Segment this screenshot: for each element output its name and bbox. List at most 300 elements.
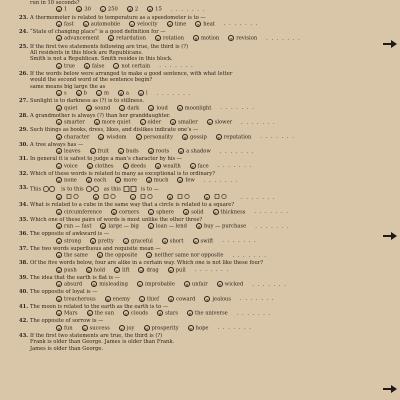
option-letter-circle[interactable]: e [230, 36, 233, 42]
answer-option[interactable] [113, 63, 150, 70]
option-letter-circle[interactable]: b [100, 134, 103, 140]
option-letter-circle[interactable]: e [178, 105, 181, 111]
option-letter-circle[interactable]: c [120, 325, 123, 331]
option-letter-circle[interactable]: e [179, 178, 182, 184]
option-letter-circle[interactable]: d [197, 224, 201, 230]
option-letter-circle[interactable]: d [183, 134, 187, 140]
option-letter-circle[interactable]: c [124, 238, 128, 244]
option-letter-circle[interactable]: b [87, 267, 90, 273]
option-label: quiet [64, 105, 78, 112]
option-label: lift [122, 267, 130, 274]
answer-option[interactable] [182, 134, 207, 141]
option-label: gossip [190, 134, 207, 141]
answer-option[interactable] [90, 148, 110, 155]
answer-option[interactable] [190, 163, 209, 170]
answer-option[interactable] [56, 177, 77, 184]
answer-options [30, 193, 400, 201]
question-item [18, 156, 400, 170]
answer-option[interactable] [177, 105, 212, 112]
option-letter-circle[interactable]: d [147, 178, 151, 184]
answer-leader-dots: . . . . . . . [159, 63, 194, 70]
question-number: 31. [18, 156, 28, 163]
answer-option[interactable] [228, 35, 257, 42]
option-letter-circle[interactable]: c [148, 253, 151, 259]
answer-option[interactable] [86, 267, 105, 274]
answer-option[interactable] [204, 193, 232, 201]
option-letter-circle[interactable]: e [179, 149, 183, 155]
option-letter-circle[interactable]: c [131, 21, 134, 27]
option-letter-circle[interactable]: c [101, 7, 104, 13]
option-letter-circle[interactable]: b [98, 253, 102, 259]
option-label: fruit [97, 148, 109, 155]
answer-option[interactable] [195, 21, 215, 28]
question-item [18, 318, 400, 332]
answer-leader-dots: . . . . . . . [241, 119, 276, 126]
answer-option[interactable] [140, 119, 162, 126]
question-number: 36. [18, 231, 28, 238]
option-letter-circle[interactable]: e [188, 311, 192, 317]
option-letter-circle[interactable]: b [84, 21, 87, 27]
option-letter-circle[interactable]: c [119, 149, 123, 155]
answer-option[interactable] [119, 325, 135, 332]
option-label: not certain [121, 63, 151, 70]
answer-option[interactable] [76, 6, 91, 13]
answer-option[interactable] [56, 35, 99, 42]
answer-option[interactable] [129, 21, 157, 28]
answer-option[interactable] [123, 238, 153, 245]
option-letter-circle[interactable]: a [57, 36, 61, 42]
option-label: b [83, 90, 87, 97]
answer-option[interactable] [138, 90, 148, 97]
answer-option[interactable] [56, 193, 84, 201]
answer-option[interactable] [146, 252, 223, 259]
answer-option[interactable] [167, 193, 195, 201]
answer-option[interactable] [138, 267, 158, 274]
option-letter-circle[interactable]: a [57, 238, 61, 244]
answer-option[interactable] [93, 193, 121, 201]
option-letter-circle[interactable]: c [140, 296, 144, 302]
option-letter-circle[interactable]: d [168, 195, 172, 201]
option-letter-circle[interactable]: e [189, 325, 192, 331]
answer-option[interactable] [136, 134, 173, 141]
option-letter-circle[interactable]: d [128, 7, 132, 13]
question-number: 27. [18, 98, 28, 105]
option-letter-circle[interactable]: d [184, 209, 188, 215]
option-letter-circle[interactable]: c [141, 120, 144, 126]
question-text: Which of these words is related to many as exceptional is to ordinary? [30, 170, 215, 177]
option-label: Mars [64, 310, 78, 317]
answer-options [30, 223, 400, 230]
arrow-right-icon [383, 40, 397, 48]
option-letter-circle[interactable]: c [125, 311, 128, 317]
answer-option[interactable] [115, 177, 137, 184]
option-label: leaves [64, 148, 81, 155]
option-label: wisdom [106, 134, 127, 141]
option-letter-circle[interactable]: d [171, 120, 175, 126]
option-letter-circle[interactable]: c [156, 36, 160, 42]
question-item [18, 29, 400, 42]
answer-option[interactable] [168, 296, 195, 303]
answer-option[interactable] [84, 63, 104, 70]
question-number: 28. [18, 112, 28, 119]
answer-option[interactable] [155, 35, 184, 42]
option-letter-circle[interactable]: c [115, 63, 118, 69]
option-letter-circle[interactable]: e [218, 282, 221, 288]
answer-option[interactable] [118, 90, 129, 97]
answer-leader-dots: . . . . . . . [266, 35, 301, 42]
question-text: If the first two statements are true, the third is (?) [30, 332, 163, 339]
option-letter-circle[interactable]: d [163, 238, 166, 244]
answer-options [30, 177, 400, 184]
option-letter-circle[interactable]: e [169, 267, 172, 273]
option-letter-circle[interactable]: a [57, 195, 61, 201]
answer-option[interactable] [187, 310, 228, 317]
answer-option[interactable] [56, 6, 67, 13]
option-letter-circle[interactable]: e [191, 163, 194, 169]
option-letter-circle[interactable]: a [57, 63, 61, 69]
figure-icon [177, 193, 193, 201]
answer-option[interactable] [56, 148, 81, 155]
option-letter-circle[interactable]: c [117, 178, 120, 184]
option-letter-circle[interactable]: b [109, 36, 113, 42]
answer-option[interactable] [146, 177, 169, 184]
option-letter-circle[interactable]: d [158, 311, 162, 317]
question-number: 39. [18, 274, 28, 281]
option-letter-circle[interactable]: a [57, 253, 61, 259]
option-letter-circle[interactable]: b [88, 105, 91, 111]
answer-option[interactable] [123, 163, 146, 170]
answer-options [30, 148, 400, 155]
answer-option[interactable] [56, 296, 96, 303]
answer-option[interactable] [91, 281, 128, 288]
answer-option[interactable] [56, 209, 102, 216]
option-label: advancement [64, 35, 100, 42]
answer-option[interactable] [56, 134, 89, 141]
answer-option[interactable] [111, 209, 139, 216]
answer-option[interactable] [97, 252, 138, 259]
option-letter-circle[interactable]: c [121, 105, 124, 111]
option-letter-circle[interactable]: d [185, 282, 189, 288]
answer-option[interactable] [108, 35, 146, 42]
option-letter-circle[interactable]: b [87, 178, 91, 184]
option-letter-circle[interactable]: d [145, 325, 148, 331]
answer-option[interactable] [56, 238, 81, 245]
option-letter-circle[interactable]: a [57, 91, 61, 97]
option-label: pretty [98, 238, 114, 245]
option-label: more quiet [101, 119, 131, 126]
option-letter-circle[interactable]: a [57, 267, 61, 273]
option-label: none [64, 177, 77, 184]
option-label: pull [175, 267, 186, 274]
answer-option[interactable] [213, 209, 246, 216]
option-letter-circle[interactable]: c [149, 224, 152, 230]
answer-option[interactable] [177, 177, 194, 184]
answer-option[interactable] [82, 325, 110, 332]
answer-options [30, 296, 400, 303]
answer-options [30, 119, 400, 126]
option-letter-circle[interactable]: c [150, 209, 153, 215]
answer-option[interactable] [56, 163, 78, 170]
question-number: 37. [18, 245, 28, 252]
question-text: The moon is related to the earth as the earth is to — [30, 303, 169, 310]
option-label: enemy [112, 296, 130, 303]
answer-leader-dots: . . . . . . . [170, 6, 206, 13]
option-letter-circle[interactable]: d [149, 149, 152, 155]
answer-option[interactable] [90, 238, 114, 245]
answer-leader-dots: . . . . . . . [156, 90, 192, 97]
option-letter-circle[interactable]: a [57, 134, 61, 140]
option-label: time [174, 21, 187, 28]
question-item [18, 332, 400, 352]
question-text: Sunlight is to darkness as (?) is to stillness. [30, 98, 145, 105]
option-label: s [64, 90, 67, 97]
question-item [18, 14, 400, 28]
answer-leader-dots: . . . . . . . [236, 310, 272, 317]
option-letter-circle[interactable]: a [57, 163, 61, 169]
question-text: run in 10 seconds? [30, 0, 80, 6]
answer-option[interactable] [148, 105, 167, 112]
answer-option[interactable] [147, 6, 162, 13]
option-label: buy — purchase [203, 223, 247, 230]
option-label: fast [64, 21, 74, 28]
option-letter-circle[interactable]: b [102, 224, 105, 230]
answer-option[interactable] [157, 310, 178, 317]
option-letter-circle[interactable]: b [112, 209, 116, 215]
answer-option[interactable] [56, 325, 73, 332]
option-letter-circle[interactable]: e [194, 238, 197, 244]
option-letter-circle[interactable]: e [139, 91, 143, 97]
answer-option[interactable] [76, 90, 87, 97]
option-letter-circle[interactable]: b [88, 311, 91, 317]
answer-option[interactable] [56, 21, 74, 28]
answer-option[interactable] [87, 310, 115, 317]
option-letter-circle[interactable]: b [91, 238, 95, 244]
answer-option[interactable] [162, 238, 184, 245]
answer-option[interactable] [137, 281, 175, 288]
option-label: short [169, 238, 184, 245]
answer-option[interactable] [94, 119, 131, 126]
answer-option[interactable] [196, 223, 246, 230]
option-letter-circle[interactable]: c [116, 267, 119, 273]
option-letter-circle[interactable]: d [194, 36, 198, 42]
option-letter-circle[interactable]: a [57, 120, 61, 126]
answer-option[interactable] [148, 148, 169, 155]
option-letter-circle[interactable]: b [77, 91, 80, 97]
option-letter-circle[interactable]: b [93, 282, 96, 288]
option-letter-circle[interactable]: a [57, 178, 61, 184]
option-label: roots [155, 148, 170, 155]
answer-option[interactable] [83, 21, 120, 28]
option-letter-circle[interactable]: a [57, 325, 61, 331]
option-letter-circle[interactable]: b [78, 7, 81, 13]
option-letter-circle[interactable]: c [124, 163, 127, 169]
option-letter-circle[interactable]: e [214, 209, 217, 215]
option-label: neither same nor opposite [154, 252, 224, 259]
answer-option[interactable] [56, 90, 67, 97]
option-label: smaller [178, 119, 198, 126]
option-label: dark [127, 105, 140, 112]
answer-option[interactable] [193, 238, 214, 245]
option-label: heat [203, 21, 215, 28]
option-letter-circle[interactable]: a [57, 149, 61, 155]
option-letter-circle[interactable]: b [91, 149, 94, 155]
option-letter-circle[interactable]: b [94, 195, 98, 201]
option-label: each [93, 177, 107, 184]
answer-leader-dots: . . . . . . . [260, 134, 295, 141]
option-label: clothes [94, 163, 114, 170]
option-label: hold [93, 267, 106, 274]
answer-option[interactable] [178, 148, 211, 155]
option-label: rotation [163, 35, 184, 42]
question-item [18, 231, 400, 245]
answer-options [30, 209, 400, 216]
answer-option[interactable] [193, 35, 219, 42]
option-letter-circle[interactable]: c [137, 134, 140, 140]
question-item [18, 98, 400, 112]
answer-leader-dots: . . . . . . . [222, 238, 257, 245]
answer-option[interactable] [87, 163, 114, 170]
option-letter-circle[interactable]: d [156, 163, 160, 169]
answer-option[interactable] [56, 119, 85, 126]
answer-options [30, 134, 400, 141]
option-letter-circle[interactable]: d [119, 91, 123, 97]
option-label: character [64, 134, 90, 141]
question-text-part: is to — [140, 186, 159, 193]
answer-option[interactable] [86, 177, 106, 184]
question-text: A tree always has — [30, 141, 84, 148]
option-label: older [147, 119, 162, 126]
question-text-part: is to this [61, 186, 84, 193]
answer-option[interactable] [216, 134, 252, 141]
question-text [30, 185, 400, 193]
option-label: jealous [212, 296, 232, 303]
option-letter-circle[interactable]: a [57, 296, 61, 302]
option-letter-circle[interactable]: a [57, 311, 61, 317]
option-letter-circle[interactable]: e [205, 195, 209, 201]
option-letter-circle[interactable]: c [131, 195, 135, 201]
option-letter-circle[interactable]: e [197, 21, 200, 27]
answer-option[interactable] [105, 296, 130, 303]
option-letter-circle[interactable]: a [57, 282, 61, 288]
answer-leader-dots: . . . . . . . [240, 296, 275, 303]
answer-option[interactable] [56, 281, 82, 288]
answer-leader-dots: . . . . . . . [254, 209, 289, 216]
answer-option[interactable] [56, 267, 77, 274]
question-item [18, 170, 400, 184]
answer-option[interactable] [86, 105, 110, 112]
option-letter-circle[interactable]: a [57, 224, 61, 230]
answer-option[interactable] [139, 296, 159, 303]
option-letter-circle[interactable]: b [88, 163, 91, 169]
answer-option[interactable] [168, 267, 186, 274]
option-letter-circle[interactable]: b [83, 325, 86, 331]
answer-option[interactable] [118, 148, 139, 155]
answer-options [30, 21, 400, 28]
option-letter-circle[interactable]: c [138, 282, 141, 288]
answer-option[interactable] [56, 310, 78, 317]
answer-option[interactable] [184, 281, 208, 288]
option-letter-circle[interactable]: d [168, 21, 171, 27]
answer-option[interactable] [100, 223, 138, 230]
answer-option[interactable] [183, 209, 203, 216]
option-letter-circle[interactable]: d [150, 105, 153, 111]
question-text: What is related to a cube in the same way that a circle is related to a square? [30, 202, 235, 209]
option-label: 30 [84, 6, 91, 13]
answer-option[interactable] [98, 134, 126, 141]
option-letter-circle[interactable]: d [169, 296, 173, 302]
figure-icon [123, 185, 139, 193]
option-label: moonlight [184, 105, 212, 112]
answer-leader-dots: . . . . . . . [194, 267, 230, 274]
answer-option[interactable] [170, 119, 198, 126]
answer-option[interactable] [56, 105, 77, 112]
answer-option[interactable] [167, 21, 187, 28]
option-letter-circle[interactable]: a [57, 7, 61, 13]
answer-option[interactable] [119, 105, 139, 112]
answer-option[interactable] [56, 223, 91, 230]
option-letter-circle[interactable]: b [95, 120, 98, 126]
option-letter-circle[interactable]: e [148, 7, 152, 13]
answer-option[interactable] [204, 296, 231, 303]
option-label: revision [236, 35, 258, 42]
answer-option[interactable] [127, 6, 138, 13]
answer-option[interactable] [155, 163, 181, 170]
answer-option[interactable] [207, 119, 232, 126]
option-letter-circle[interactable]: a [57, 21, 61, 27]
question-item [18, 303, 400, 317]
answer-option[interactable] [144, 325, 179, 332]
question-text: Of the five words below, four are alike in a certain way. Which one is not like these four? [30, 260, 264, 267]
option-letter-circle[interactable]: c [97, 91, 101, 97]
question-text-line: Frank is older than George. James is older than Frank. [30, 339, 175, 346]
answer-option[interactable] [123, 310, 148, 317]
arrow-right-icon [383, 232, 397, 240]
answer-option[interactable] [217, 281, 244, 288]
option-letter-circle[interactable]: a [57, 209, 61, 215]
question-number: 29. [18, 127, 28, 134]
answer-option[interactable] [96, 90, 109, 97]
option-letter-circle[interactable]: d [140, 267, 143, 273]
answer-option[interactable] [100, 6, 118, 13]
option-label: treacherous [64, 296, 96, 303]
option-label: more [123, 177, 137, 184]
option-letter-circle[interactable]: e [217, 134, 220, 140]
option-letter-circle[interactable]: a [57, 105, 61, 111]
answer-option[interactable] [188, 325, 209, 332]
answer-options [30, 6, 400, 13]
option-label: push [64, 267, 77, 274]
question-text-line: All residents in this block are Republicans. [30, 49, 143, 56]
answer-option[interactable] [56, 252, 88, 259]
answer-option[interactable] [130, 193, 158, 201]
answer-option[interactable] [148, 209, 174, 216]
option-label: face [197, 163, 209, 170]
option-label: voice [64, 163, 78, 170]
question-text: A grandmother is always (?) than her granddaughter. [30, 112, 171, 119]
option-label: wealth [163, 163, 181, 170]
answer-option[interactable] [148, 223, 187, 230]
option-label: coward [176, 296, 196, 303]
option-letter-circle[interactable]: b [85, 63, 89, 69]
option-letter-circle[interactable]: b [106, 296, 109, 302]
option-letter-circle[interactable]: e [208, 120, 211, 126]
option-letter-circle[interactable]: e [206, 296, 209, 302]
answer-leader-dots: . . . . . . . [255, 223, 290, 230]
answer-option[interactable] [56, 63, 75, 70]
question-text: The opposite of sorrow is — [30, 318, 104, 325]
answer-option[interactable] [114, 267, 129, 274]
option-label: strong [64, 238, 82, 245]
